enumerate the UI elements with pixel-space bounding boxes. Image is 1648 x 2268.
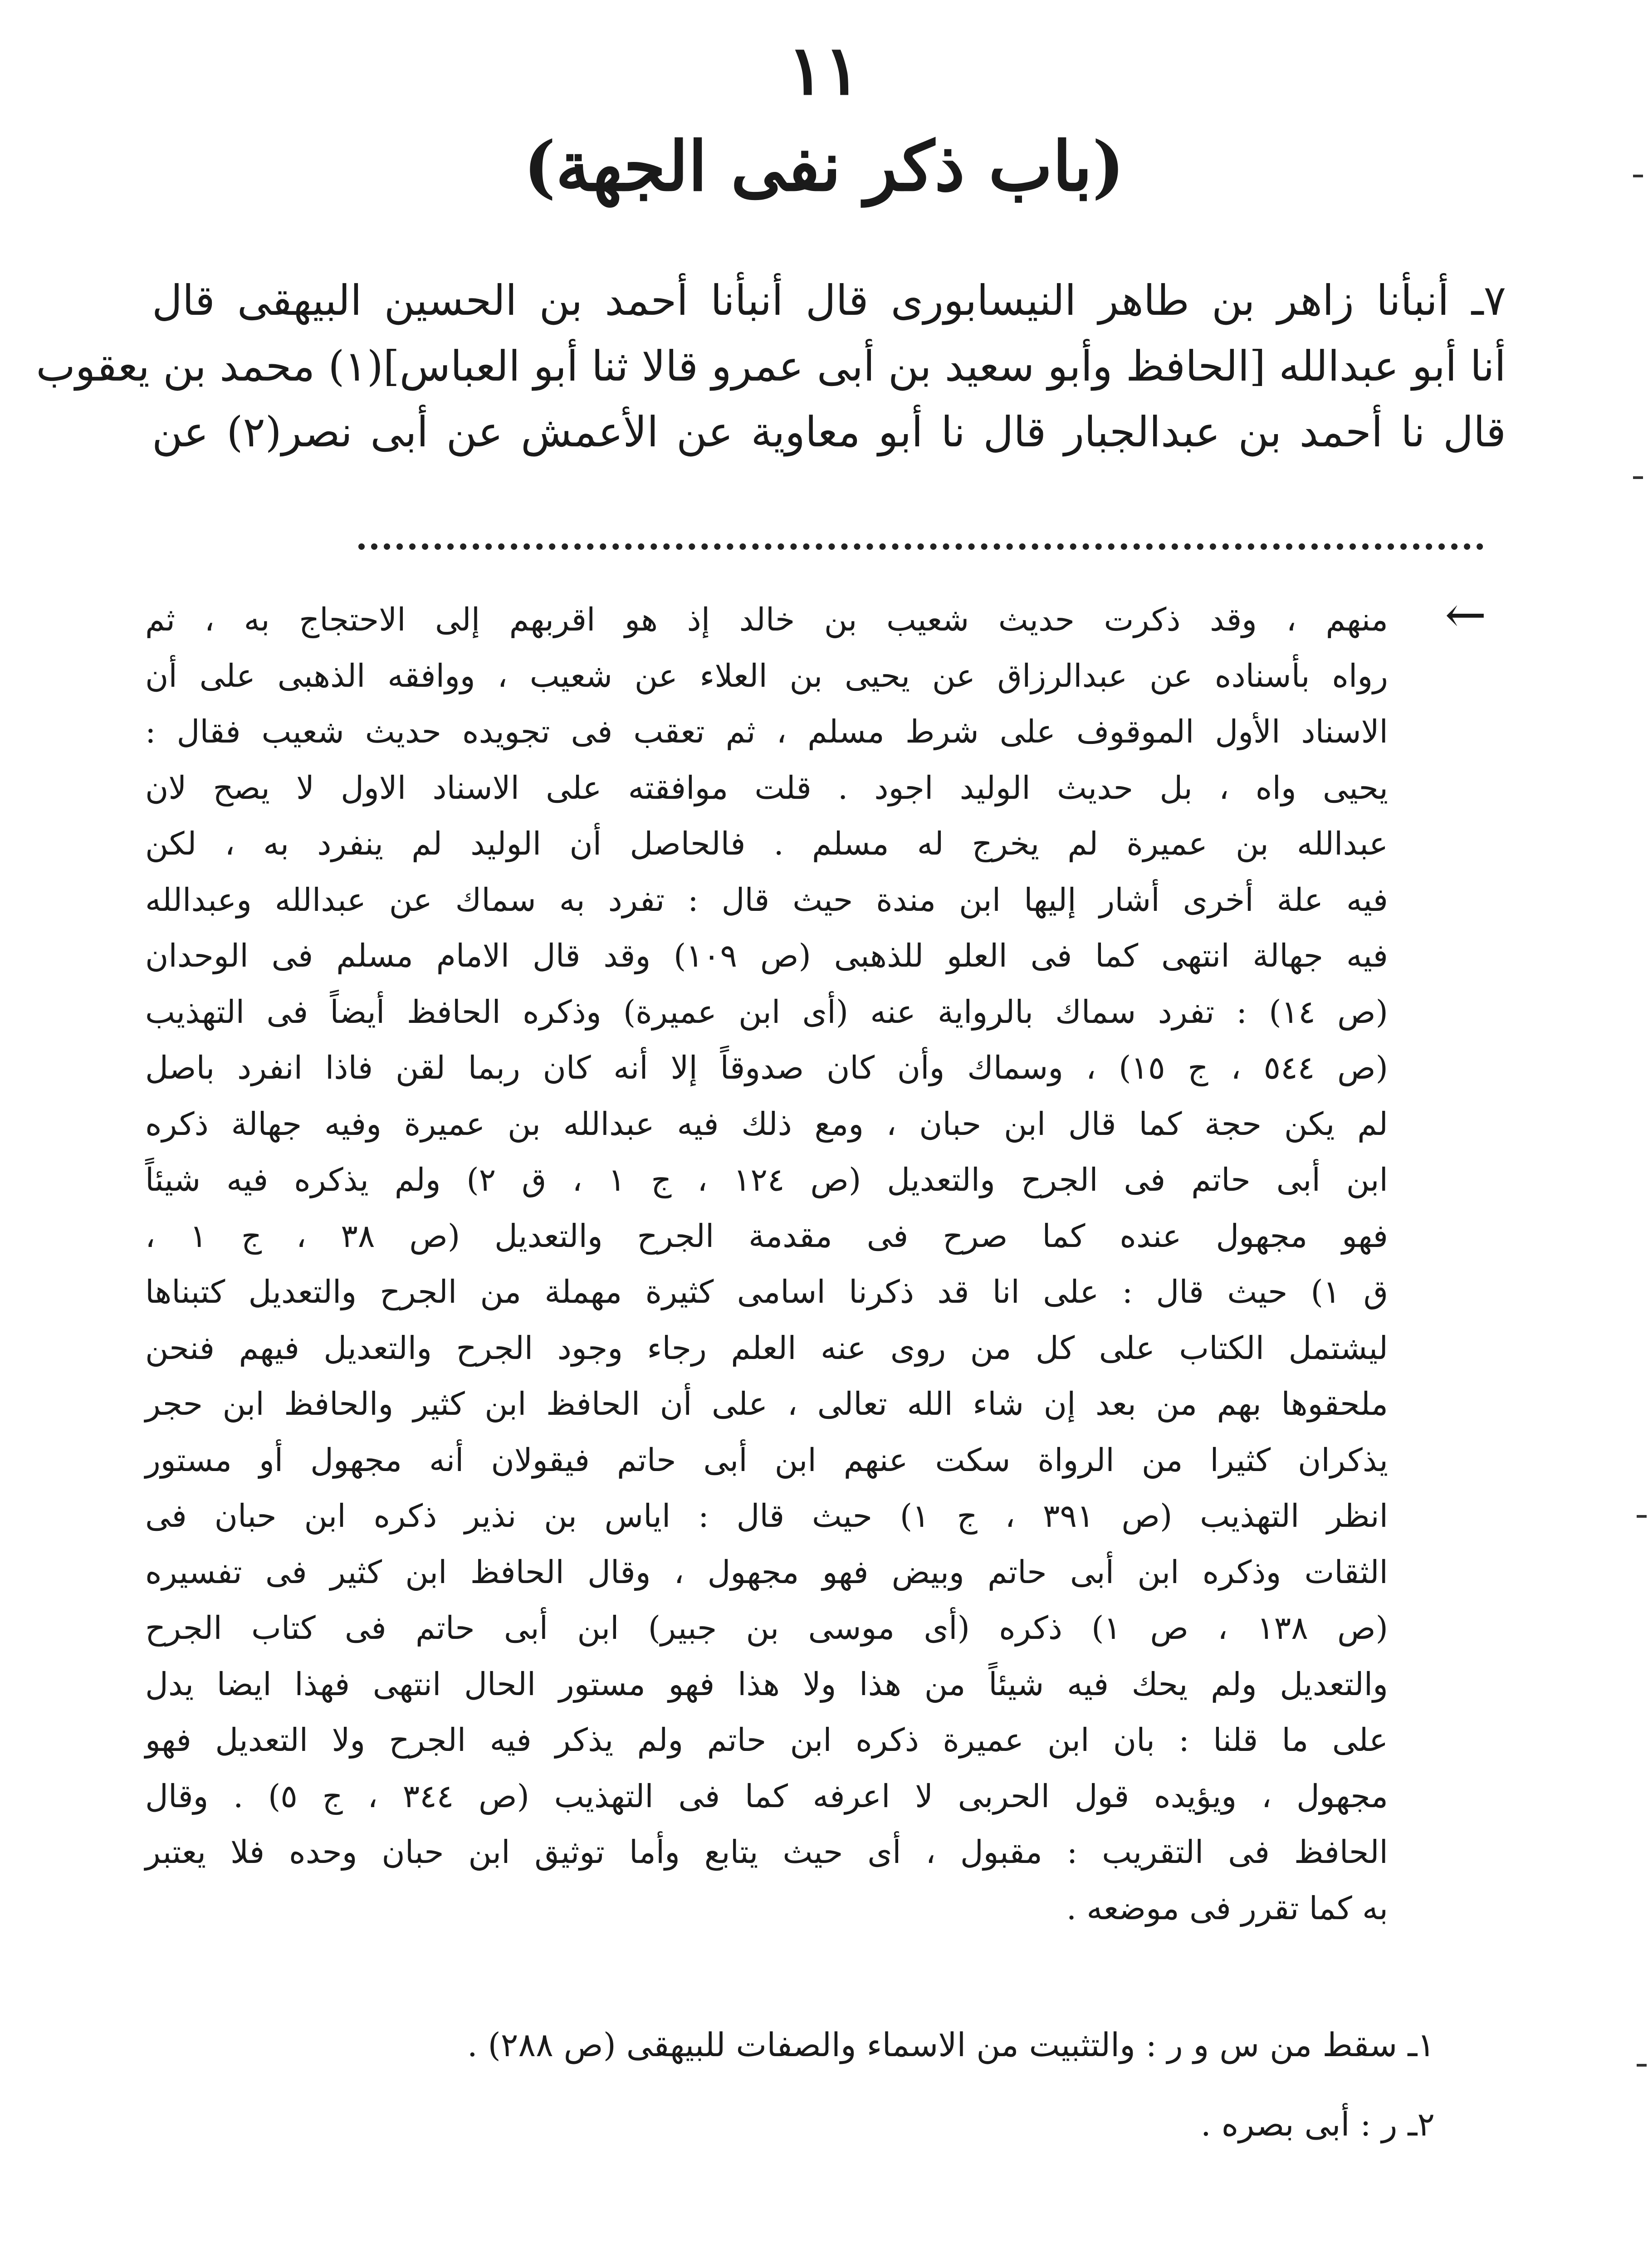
footnote-line: لم يكن حجة كما قال ابن حبان ، ومع ذلك فيه عبدالله بن عميرة وفيه جهالة ذكره [145, 1105, 1388, 1143]
margin-mark [1637, 1515, 1647, 1518]
footnote-line: والتعديل ولم يحك فيه شيئاً من هذا ولا هذا فهو مستور الحال انتهى فهذا ايضا يدل [145, 1665, 1388, 1703]
main-text-line: قال نا أحمد بن عبدالجبار قال نا أبو معاوية عن الأعمش عن أبى نصر(٢) عن [152, 408, 1506, 456]
footnote-line: ابن أبى حاتم فى الجرح والتعديل (ص ١٢٤ ، ج ١ ، ق ٢) ولم يذكره فيه شيئاً [145, 1161, 1388, 1198]
continuation-arrow-icon: ← [1445, 586, 1487, 644]
main-text-line: ٧ـ أنبأنا زاهر بن طاهر النيسابورى قال أنبأنا أحمد بن الحسين البيهقى قال [152, 276, 1506, 325]
footnote-line: مجهول ، ويؤيده قول الحربى لا اعرفه كما فى التهذيب (ص ٣٤٤ ، ج ٥) . وقال [145, 1777, 1389, 1815]
footnote-line: فيه علة أخرى أشار إليها ابن مندة حيث قال : تفرد به سماك عن عبدالله وعبدالله [145, 881, 1388, 919]
footnote-line: رواه بأسناده عن عبدالرزاق عن يحيى بن العلاء عن شعيب ، ووافقه الذهبى على أن [145, 657, 1388, 694]
footnote-line: انظر التهذيب (ص ٣٩١ ، ج ١) حيث قال : اياس بن نذير ذكره ابن حبان فى [145, 1497, 1389, 1535]
page-number: ١١ [787, 30, 861, 110]
footnote-line: به كما تقرر فى موضعه . [1066, 1889, 1388, 1927]
chapter-title: (باب ذكر نفى الجهة) [523, 127, 1125, 206]
footnote-line: ملحقوها بهم من بعد إن شاء الله تعالى ، على أن الحافظ ابن كثير والحافظ ابن حجر [145, 1385, 1388, 1422]
footnote-line: على ما قلنا : بان ابن عميرة ذكره ابن حاتم ولم يذكر فيه الجرح ولا التعديل فهو [145, 1721, 1388, 1759]
main-text [36, 268, 1506, 465]
margin-mark [1633, 476, 1643, 479]
footnote-line: (ص ٥٤٤ ، ج ١٥) ، وسماك وأن كان صدوقاً إلا أنه كان ربما لقن فاذا انفرد باصل [145, 1049, 1388, 1086]
footnote-line: ليشتمل الكتاب على كل من روى عنه العلم رجاء وجود الجرح والتعديل فيهم فنحن [145, 1329, 1388, 1367]
footnote-line: فيه جهالة انتهى كما فى العلو للذهبى (ص ١٠٩) وقد قال الامام مسلم فى الوحدان [145, 937, 1389, 974]
footnote-line: الحافظ فى التقريب : مقبول ، أى حيث يتابع وأما توثيق ابن حبان وحده فلا يعتبر [145, 1833, 1388, 1871]
footnote-line: يحيى واه ، بل حديث الوليد اجود . قلت موافقته على الاسناد الاول لا يصح لان [145, 769, 1388, 807]
footnote-line: منهم ، وقد ذكرت حديث شعيب بن خالد إذ هو اقربهم إلى الاحتجاج به ، ثم [145, 601, 1388, 638]
margin-mark [1637, 2064, 1647, 2067]
footnote-line: عبدالله بن عميرة لم يخرج له مسلم . فالحاصل أن الوليد لم ينفرد به ، لكن [145, 825, 1388, 862]
dotted-separator [358, 543, 1483, 550]
footnote-line: الثقات وذكره ابن أبى حاتم وبيض فهو مجهول ، وقال الحافظ ابن كثير فى تفسيره [145, 1553, 1388, 1591]
footnote-line: (ص ١٣٨ ، ص ١) ذكره (أى موسى بن جبير) ابن أبى حاتم فى كتاب الجرح [145, 1609, 1388, 1647]
footnote-continuation [145, 592, 1388, 1936]
footnote-2: ٢ـ ر : أبى بصره . [1200, 2105, 1435, 2143]
footnote-line: فهو مجهول عنده كما صرح فى مقدمة الجرح والتعديل (ص ٣٨ ، ج ١ ، [145, 1217, 1388, 1255]
footnote-line: يذكران كثيرا من الرواة سكت عنهم ابن أبى حاتم فيقولان أنه مجهول أو مستور [145, 1441, 1388, 1479]
main-text-line: أنا أبو عبدالله [الحافظ وأبو سعيد بن أبى عمرو قالا ثنا أبو العباس](١) محمد بن يعقوب [36, 342, 1506, 391]
footnote-line: (ص ١٤) : تفرد سماك بالرواية عنه (أى ابن عميرة) وذكره الحافظ أيضاً فى التهذيب [145, 993, 1388, 1031]
footnote-line: الاسناد الأول الموقوف على شرط مسلم ، ثم تعقب فى تجويده حديث شعيب فقال : [145, 713, 1388, 750]
footnote-line: ق ١) حيث قال : على انا قد ذكرنا اسامى كثيرة مهملة من الجرح والتعديل كتبناها [145, 1273, 1389, 1310]
footnote-1: ١ـ سقط من س و ر : والتثبيت من الاسماء والصفات للبيهقى (ص ٢٨٨) . [467, 2026, 1435, 2064]
margin-mark [1633, 175, 1643, 177]
